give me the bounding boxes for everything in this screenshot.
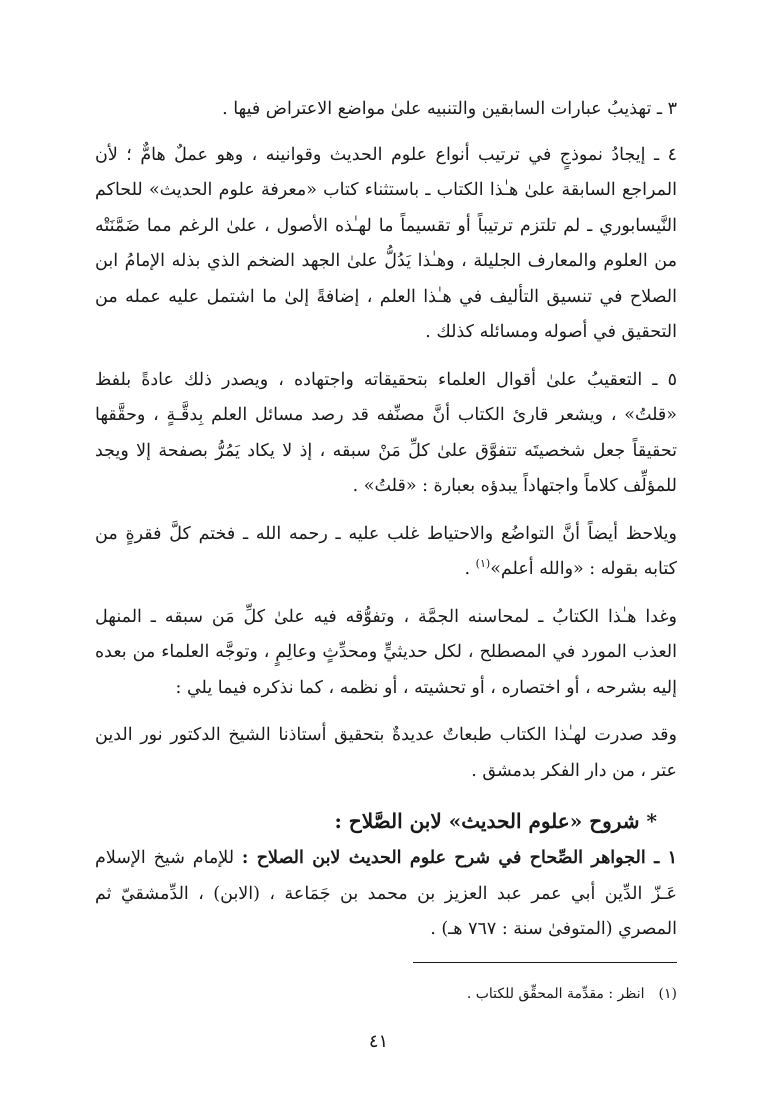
- paragraph-editions: وقد صدرت لهـٰذا الكتاب طبعاتٌ عديدةٌ بتحقيق أستاذنا الشيخ الدكتور نور الدين عتر ، من دار الفكر بدمشق .: [95, 725, 677, 781]
- page-number: ٤١: [368, 1031, 389, 1052]
- paragraph-humility-text: ويلاحظ أيضاً أنَّ التواضُع والاحتياط غلب عليه ـ رحمه الله ـ فختم كلَّ فقرةٍ من كتابه بقوله : «والله أعلم»: [95, 523, 677, 579]
- page-body: [95, 92, 677, 960]
- paragraph-point-3: ٣ ـ تهذيبُ عبارات السابقين والتنبيه علىٰ مواضع الاعتراض فيها .: [222, 99, 677, 119]
- paragraph-point-5: ٥ ـ التعقيبُ علىٰ أقوال العلماء بتحقيقاته واجتهاده ، ويصدر ذلك عادةً بلفظ «قلتُ» ، ويشعر قارئ الكتاب أنَّ مصنِّفه قد رصد مسائل العلم بِدقَّـةٍ ، وحقَّقها تحقيقاً جعل شخصيتَه تتفوَّق علىٰ كلِّ مَنْ سبقه ، إذ لا يكاد يَمُرُّ بصفحة إلا ويجد للمؤلِّف كلاماً واجتهاداً يبدؤه بعبارة : «قلتُ» .: [95, 369, 677, 496]
- paragraph-book-reception: وغدا هـٰذا الكتابُ ـ لمحاسنه الجمَّة ، وتفوُّقه فيه علىٰ كلِّ مَن سبقه ـ المنهل العذب المورد في المصطلح ، لكل حديثيٍّ ومحدِّثٍ وعالِمٍ ، وتوجَّه العلماء من بعده إليه بشرحه ، أو اختصاره ، أو تحشيته ، أو نظمه ، كما نذكره فيما يلي :: [95, 606, 677, 698]
- paragraph-humility-end: .: [464, 559, 476, 579]
- footnote-text: انظر : مقدِّمة المحقِّق للكتاب .: [466, 986, 645, 1002]
- paragraph-point-4: ٤ ـ إيجادُ نموذجٍ في ترتيب أنواع علوم الحديث وقوانينه ، وهو عملٌ هامٌّ ؛ لأن المراجع السابقة علىٰ هـٰذا الكتاب ـ باستثناء كتاب «معرفة علوم الحديث» للحاكم النَّيسابوري ـ لم تلتزم ترتيباً أو تقسيماً ما لهـٰذه الأصول ، علىٰ الرغم مما ضَمَّنَتْه من العلوم والمعارف الجليلة ، وهـٰذا يَدُلُّ علىٰ الجهد الضخم الذي بذله الإمامُ ابن الصلاح في تنسيق التأليف في هـٰذا العلم ، إضافةً إلىٰ ما اشتمل عليه عمله من التحقيق في أصوله ومسائله كذلك .: [95, 144, 677, 342]
- footnote-number: (١): [658, 986, 677, 1002]
- footnote-separator: [413, 962, 677, 963]
- commentary-item-1: [95, 841, 677, 948]
- footnote-reference: (١): [475, 557, 491, 571]
- paragraph-humility: [95, 517, 677, 588]
- commentary-item-1-description: للإمام شيخ الإسلام عَـزّ الدِّين أبي عمر عبد العزيز بن محمد بن جَمَاعة ، (الابن) ، الدِّمشقيّ ثم المصري (المتوفىٰ سنة : ٧٦٧ هـ) .: [95, 848, 677, 939]
- section-heading-commentaries: * شروح «علوم الحديث» لابن الصَّلاح :: [334, 809, 657, 833]
- footnote: [300, 983, 677, 1005]
- commentary-item-1-title: ١ ـ الجواهر الصِّحاح في شرح علوم الحديث لابن الصلاح :: [241, 848, 677, 868]
